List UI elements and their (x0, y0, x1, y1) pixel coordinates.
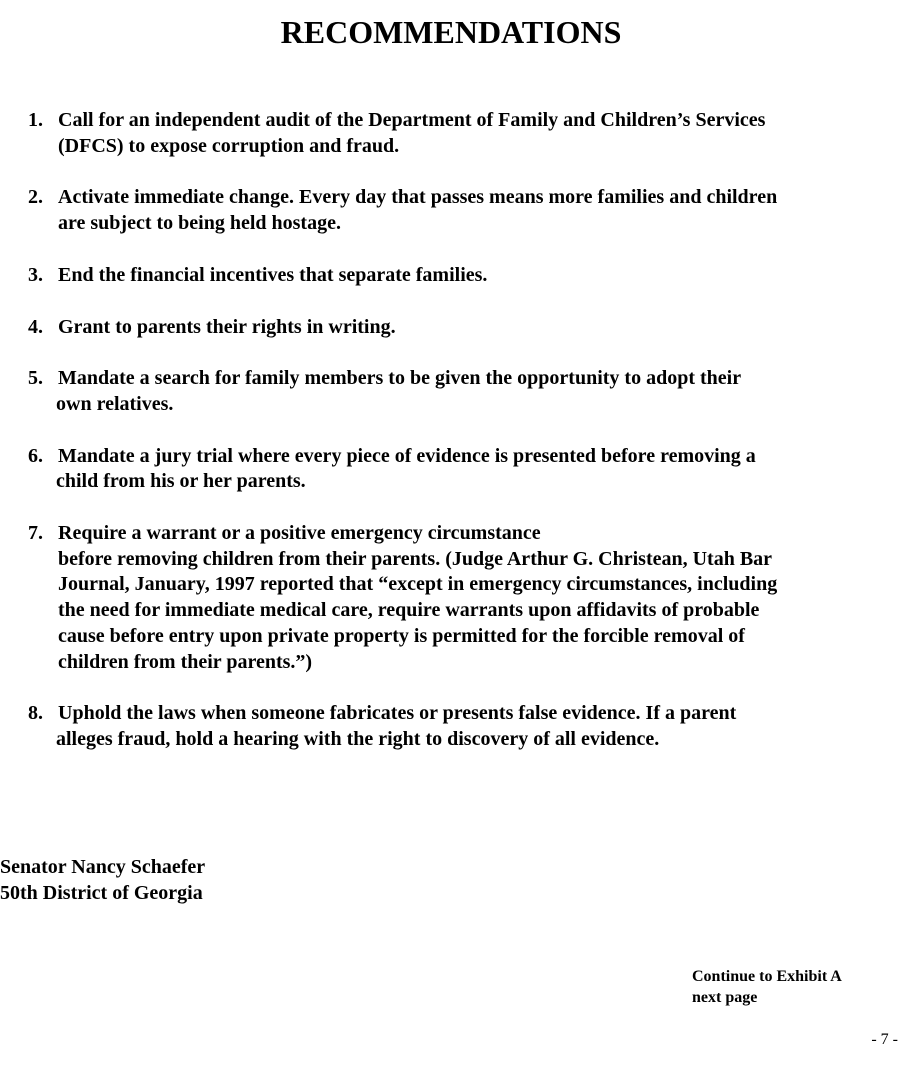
recommendation-item (28, 521, 888, 675)
item-text-line: End the financial incentives that separate families. (58, 263, 488, 286)
page-title: RECOMMENDATIONS (280, 14, 622, 50)
item-number: 8. (28, 702, 43, 725)
recommendation-item (28, 263, 888, 289)
continue-note (692, 966, 842, 1008)
recommendation-item (28, 185, 888, 236)
item-text-line: cause before entry upon private property is permitted for the forcible removal of (58, 624, 745, 647)
item-text-line: children from their parents.”) (58, 650, 313, 673)
recommendation-item (28, 108, 888, 159)
item-text-line: before removing children from their parents. (Judge Arthur G. Christean, Utah Bar (58, 547, 773, 570)
recommendation-item (28, 366, 888, 417)
page-number: - 7 - (871, 1031, 898, 1048)
item-text-line: Mandate a jury trial where every piece of evidence is presented before removing a (58, 444, 756, 467)
item-text-line: the need for immediate medical care, require warrants upon affidavits of probable (58, 599, 760, 622)
item-text-line: Journal, January, 1997 reported that “except in emergency circumstances, including (58, 573, 778, 596)
item-text-line: Require a warrant or a positive emergency circumstance (58, 522, 541, 545)
recommendation-item (28, 444, 888, 495)
item-number: 4. (28, 315, 43, 338)
item-text-line: own relatives. (56, 392, 174, 415)
recommendations-list (28, 108, 888, 779)
item-text-line: Activate immediate change. Every day that passes means more families and children (58, 186, 778, 209)
item-text-line: child from his or her parents. (56, 470, 306, 493)
item-text-line: Grant to parents their rights in writing. (58, 315, 396, 338)
item-number: 7. (28, 522, 43, 545)
item-text-line: Uphold the laws when someone fabricates or presents false evidence. If a parent (58, 702, 737, 725)
continue-note-line: next page (692, 989, 758, 1006)
item-text-line: Mandate a search for family members to be given the opportunity to adopt their (58, 367, 742, 390)
item-text-line: Call for an independent audit of the Department of Family and Children’s Services (58, 109, 766, 131)
item-number: 2. (28, 186, 43, 209)
signatory-name: Senator Nancy Schaefer (0, 856, 206, 878)
recommendation-item (28, 701, 888, 752)
continue-note-line: Continue to Exhibit A (692, 968, 842, 985)
item-text-line: alleges fraud, hold a hearing with the right to discovery of all evidence. (56, 727, 660, 750)
signature-block (0, 854, 205, 906)
item-number: 5. (28, 367, 43, 390)
recommendation-item (28, 315, 888, 341)
item-number: 1. (28, 109, 43, 131)
item-text-line: are subject to being held hostage. (58, 212, 341, 235)
signatory-district: 50th District of Georgia (0, 882, 203, 904)
item-number: 3. (28, 263, 43, 286)
item-number: 6. (28, 444, 43, 467)
item-text-line: (DFCS) to expose corruption and fraud. (58, 134, 400, 157)
